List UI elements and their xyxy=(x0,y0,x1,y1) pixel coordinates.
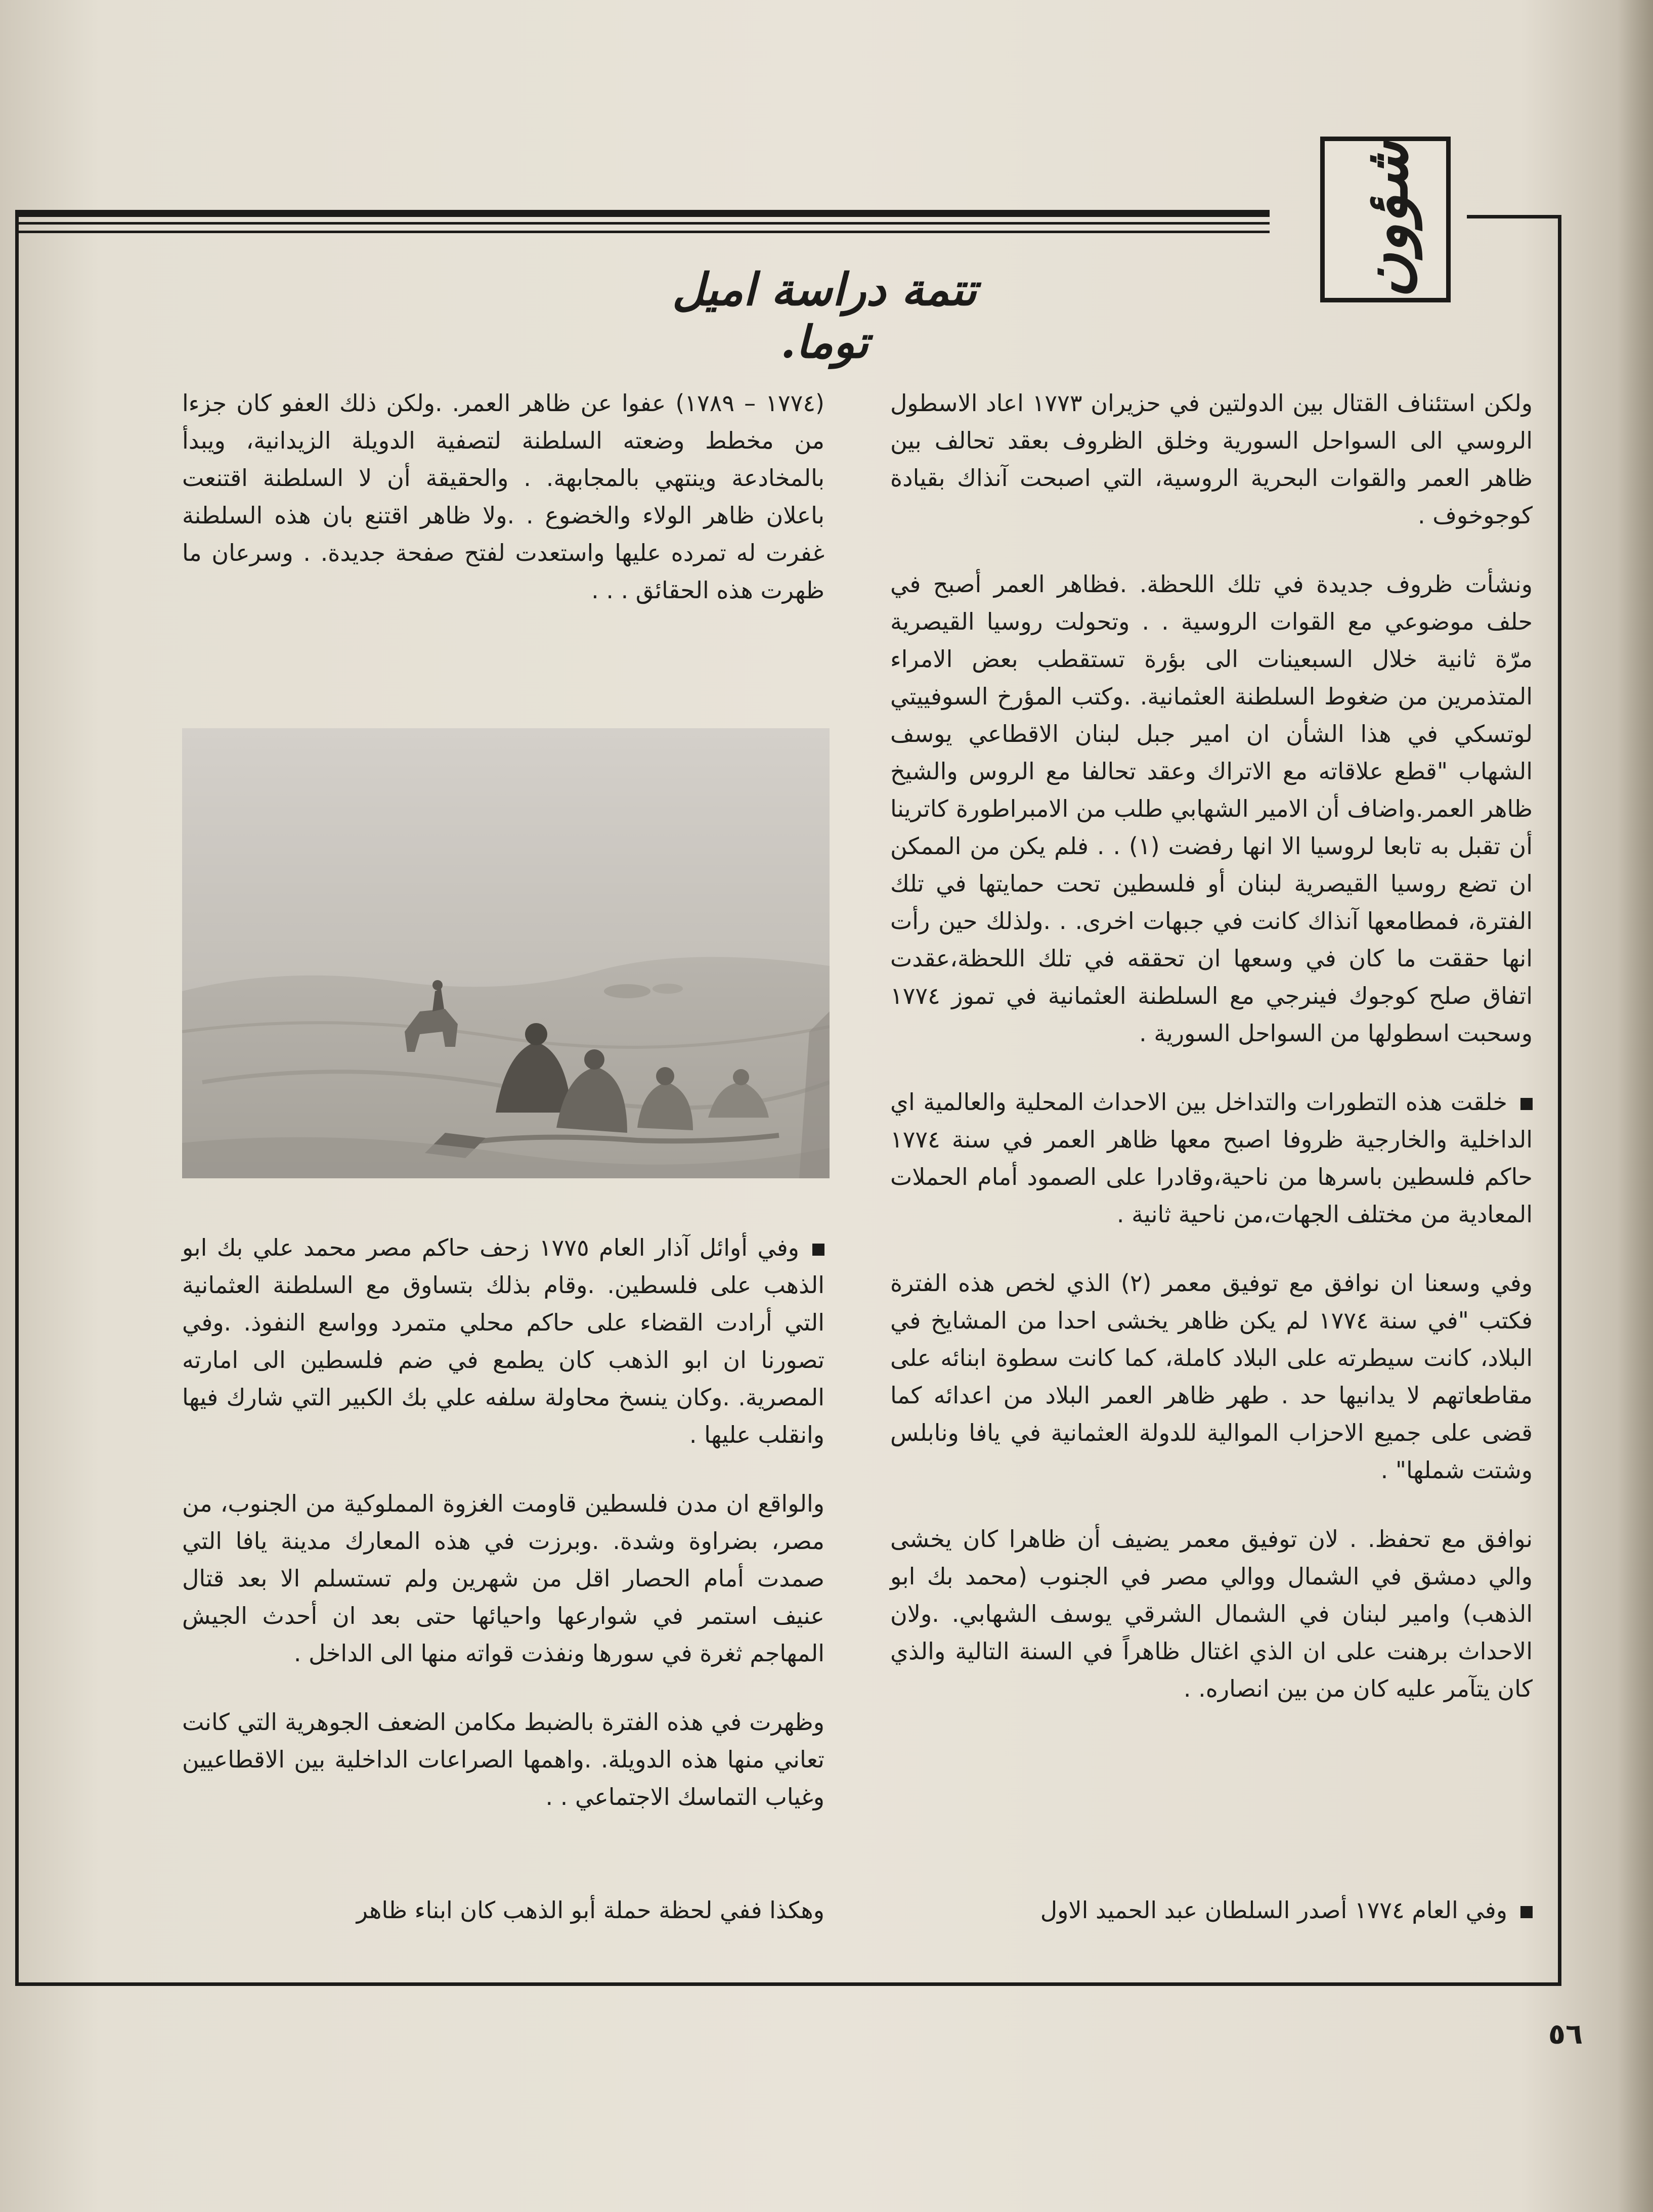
left-column-bottom xyxy=(182,1229,824,1847)
frame-left xyxy=(15,210,19,1986)
right-column xyxy=(890,384,1533,1739)
left-paragraph-1-text: وفي أوائل آذار العام ١٧٧٥ زحف حاكم مصر محمد علي بك ابو الذهب على فلسطين. .وقام بذلك بتساوق مع السلطنة العثمانية التي أرادت القضاء على حاكم محلي متمرد وواسع النفوذ. .وفي تصورنا ان ابو الذهب كان يطمع في ضم فلسطين الى امارته المصرية. .وكان ينسخ محاولة سلفه علي بك الكبير التي شارك فيها وانقلب عليها . xyxy=(182,1234,824,1448)
left-column-top xyxy=(182,384,824,640)
left-paragraph-2: والواقع ان مدن فلسطين قاومت الغزوة المملوكية من الجنوب، من مصر، بضراوة وشدة. .وبرزت في هذه المعارك مدينة يافا التي صمدت أمام الحصار اقل من شهرين ولم تستسلم الا بعد قتال عنيف استمر في شوارعها واحيائها حتى بعد ان أحدث الجيش المهاجم ثغرة في سورها ونفذت قواته منها الى الداخل . xyxy=(182,1490,824,1667)
historical-illustration-image xyxy=(182,728,830,1178)
left-paragraph-1 xyxy=(182,1229,824,1453)
illustration-svg xyxy=(182,728,830,1178)
header-rule-thin xyxy=(15,231,1270,233)
header-rule-thick xyxy=(15,210,1270,217)
article-byline: تتمة دراسة اميل توما. xyxy=(672,263,977,368)
section-logo xyxy=(1320,137,1451,302)
right-paragraph-1: ولكن استئناف القتال بين الدولتين في حزيران ١٧٧٣ اعاد الاسطول الروسي الى السواحل السورية وخلق الظروف بعقد تحالف بين ظاهر العمر والقوات البحرية الروسية، التي اصبحت آنذاك بقيادة كوجوخوف . xyxy=(890,389,1533,529)
left-paragraph-3: وظهرت في هذه الفترة بالضبط مكامن الضعف الجوهرية التي كانت تعاني منها هذه الدويلة. .واهمها الصراعات الداخلية بين الاقطاعيين وغياب التماسك الاجتماعي . . xyxy=(182,1708,824,1810)
section-logo-text: شؤون xyxy=(1350,141,1421,298)
left-paragraph-top: (١٧٧٤ – ١٧٨٩) عفوا عن ظاهر العمر. .ولكن ذلك العفو كان جزءا من مخطط وضعته السلطنة لتصفية الدويلة الزيدانية، ويبدأ بالمخادعة وينتهي بالمجابهة. . والحقيقة أن لا السلطنة اقتنعت باعلان ظاهر الولاء والخضوع . .ولا ظاهر اقتنع بان هذه السلطنة غفرت له تمرده عليها واستعدت لفتح صفحة جديدة. . وسرعان ما ظهرت هذه الحقائق . . . xyxy=(182,389,824,604)
right-last-line-text: وفي العام ١٧٧٤ أصدر السلطان عبد الحميد الاول xyxy=(1040,1896,1507,1924)
right-paragraph-5: نوافق مع تحفظ. . لان توفيق معمر يضيف أن ظاهرا كان يخشى والي دمشق في الشمال ووالي مصر في الجنوب (محمد بك ابو الذهب) وامير لبنان في الشمال الشرقي يوسف الشهابي. .ولان الاحداث برهنت على ان الذي اغتال ظاهراً في السنة التالية والذي كان يتآمر عليه كان من بين انصاره. . xyxy=(890,1525,1533,1702)
frame-bottom xyxy=(15,1982,1561,1986)
right-paragraph-3-text: خلقت هذه التطورات والتداخل بين الاحداث المحلية والعالمية اي الداخلية والخارجية ظروفا اصبح معها ظاهر العمر في سنة ١٧٧٤ حاكم فلسطين باسرها من ناحية،وقادرا على الصمود أمام الحملات المعادية من مختلف الجهات،من ناحية ثانية . xyxy=(890,1088,1533,1228)
frame-right xyxy=(1558,215,1561,1985)
right-paragraph-3 xyxy=(890,1083,1533,1233)
left-column-last-line: وهكذا ففي لحظة حملة أبو الذهب كان ابناء ظاهر xyxy=(356,1896,824,1924)
right-paragraph-4: وفي وسعنا ان نوافق مع توفيق معمر (٢) الذي لخص هذه الفترة فكتب "في سنة ١٧٧٤ لم يكن ظاهر يخشى احدا من المشايخ في البلاد، كانت سيطرته على البلاد كاملة، كما كانت سطوة ابنائه على مقاطعاتهم لا يدانيها حد . طهر ظاهر العمر البلاد من اعدائه كما قضى على جميع الاحزاب الموالية للدولة العثمانية في يافا ونابلس وشتت شملها" . xyxy=(890,1269,1533,1484)
bullet-square-icon xyxy=(812,1244,824,1256)
header-rules xyxy=(15,210,1270,239)
frame-top-right xyxy=(1467,215,1561,218)
right-column-last-line xyxy=(890,1891,1533,1929)
bullet-square-icon xyxy=(1520,1906,1533,1918)
page-number: ٥٦ xyxy=(1548,2018,1583,2051)
right-paragraph-2: ونشأت ظروف جديدة في تلك اللحظة. .فظاهر العمر أصبح في حلف موضوعي مع القوات الروسية . . وتحولت روسيا القيصرية مرّة ثانية خلال السبعينات الى بؤرة تستقطب بعض الامراء المتذمرين من ضغوط السلطنة العثمانية. .وكتب المؤرخ السوفييتي لوتسكي في هذا الشأن ان امير جبل لبنان الاقطاعي يوسف الشهاب "قطع علاقاته مع الاتراك وعقد تحالفا مع الروس والشيخ ظاهر العمر.واضاف أن الامير الشهابي طلب من الامبراطورة كاترينا أن تقبل به تابعا لروسيا الا انها رفضت (١) . . فلم يكن من الممكن ان تضع روسيا القيصرية لبنان أو فلسطين تحت حمايتها في تلك الفترة، فمطامعها آنذاك كانت في جبهات اخرى. . .ولذلك حين رأت انها حققت ما كان في وسعها ان تحققه في تلك اللحظة،عقدت اتفاق صلح كوجوك فينرجي مع السلطنة العثمانية في تموز ١٧٧٤ وسحبت اسطولها من السواحل السورية . xyxy=(890,570,1533,1047)
bullet-square-icon xyxy=(1520,1098,1533,1110)
binding-shadow xyxy=(1618,0,1653,2212)
header-rule-thin xyxy=(15,222,1270,225)
